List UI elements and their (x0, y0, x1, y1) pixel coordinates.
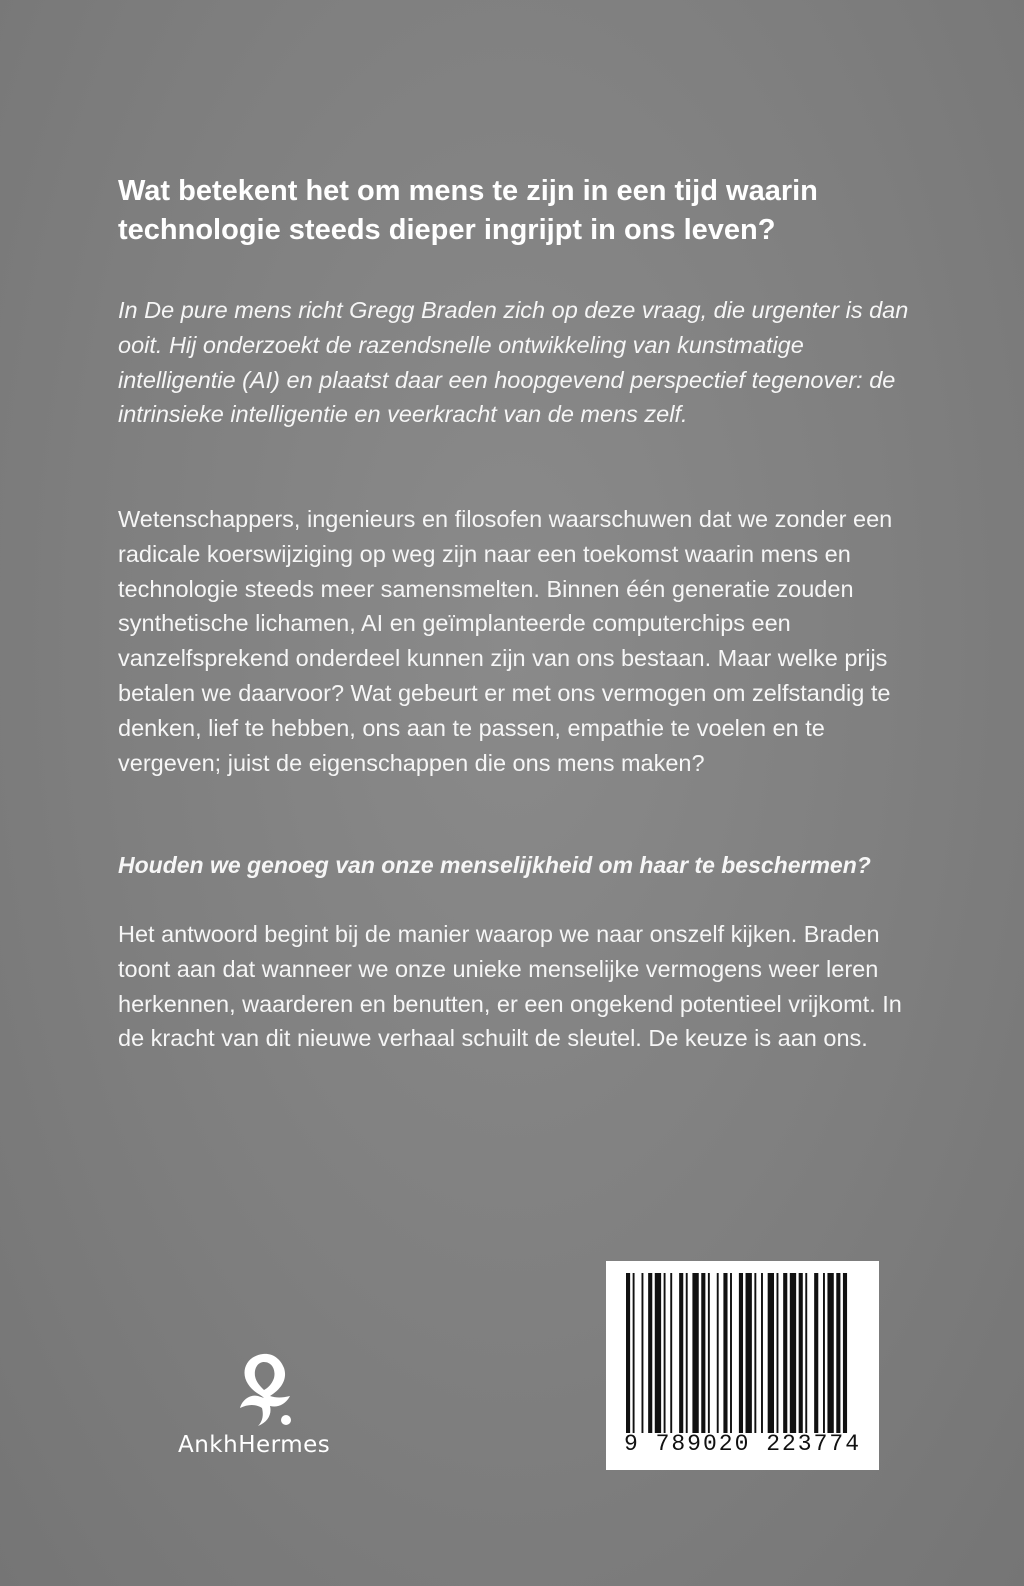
barcode-bar (717, 1273, 719, 1433)
barcode-bar (843, 1273, 847, 1433)
headline: Wat betekent het om mens te zijn in een tijd waarin technologie steeds dieper ingrijpt in ons leven? (118, 175, 818, 246)
barcode-bar (777, 1273, 779, 1433)
barcode-bar (655, 1273, 661, 1433)
publisher-name: AnkhHermes (178, 1432, 331, 1458)
barcode-bar (730, 1273, 732, 1433)
body-paragraph: Wetenschappers, ingenieurs en filosofen waarschuwen dat we zonder een radicale koerswijziging op weg zijn naar een toekomst waarin mens en technologie steeds meer samensmelten. Binnen één generatie zouden synthetische lichamen, AI en geïmplanteerde computerchips een vanzelfsprekend onderdeel kunnen zijn van ons bestaan. Maar welke prijs betalen we daarvoor? Wat gebeurt er met ons vermogen om zelfstandig te denken, lief te hebben, ons aan te passen, empathie te voelen en te vergeven; juist de eigenschappen die ons mens maken? (118, 506, 893, 776)
isbn-barcode (606, 1261, 879, 1470)
ankhhermes-logo-icon (228, 1350, 298, 1430)
barcode-bar (746, 1273, 752, 1433)
barcode-bar (664, 1273, 666, 1433)
barcode-bar (686, 1273, 688, 1433)
answer-paragraph: Het antwoord begint bij de manier waarop we naar onszelf kijken. Braden toont aan dat wanneer we onze unieke menselijke vermogens weer leren herkennen, waarderen en benutten, er een ongekend potentieel vrijkomt. In de kracht van dit nieuwe verhaal schuilt de sleutel. De keuze is aan ons. (118, 921, 902, 1052)
publisher-logo (178, 1350, 338, 1470)
question-paragraph: Houden we genoeg van onze menselijkheid om haar te beschermen? (118, 852, 871, 878)
barcode-bar (761, 1273, 763, 1433)
barcode-bars (626, 1273, 854, 1433)
barcode-bar (679, 1273, 683, 1433)
barcode-bar (642, 1273, 644, 1433)
barcode-bar (836, 1273, 840, 1433)
barcode-bar (799, 1273, 803, 1433)
intro-paragraph: In De pure mens richt Gregg Braden zich op deze vraag, die urgenter is dan ooit. Hij onderzoekt de razendsnelle ontwikkeling van kunstmatige intelligentie (AI) en plaatst daar een hoopgevend perspectief tegenover: de intrinsieke intelligentie en veerkracht van de mens zelf. (118, 297, 909, 428)
barcode-bar (708, 1273, 710, 1433)
barcode-bar (626, 1273, 630, 1433)
barcode-bar (754, 1273, 756, 1433)
barcode-bar (701, 1273, 705, 1433)
isbn-number: 9 789020 223774 (623, 1431, 862, 1457)
barcode-bar (768, 1273, 774, 1433)
barcode-bar (823, 1273, 825, 1433)
barcode-bar (723, 1273, 727, 1433)
barcode-bar (790, 1273, 796, 1433)
barcode-bar (692, 1273, 698, 1433)
barcode-bar (739, 1273, 743, 1433)
barcode-bar (814, 1273, 818, 1433)
barcode-bar (633, 1273, 635, 1433)
barcode-bar (670, 1273, 672, 1433)
barcode-bar (805, 1273, 807, 1433)
barcode-bar (648, 1273, 652, 1433)
barcode-bar (783, 1273, 787, 1433)
barcode-bar (827, 1273, 833, 1433)
